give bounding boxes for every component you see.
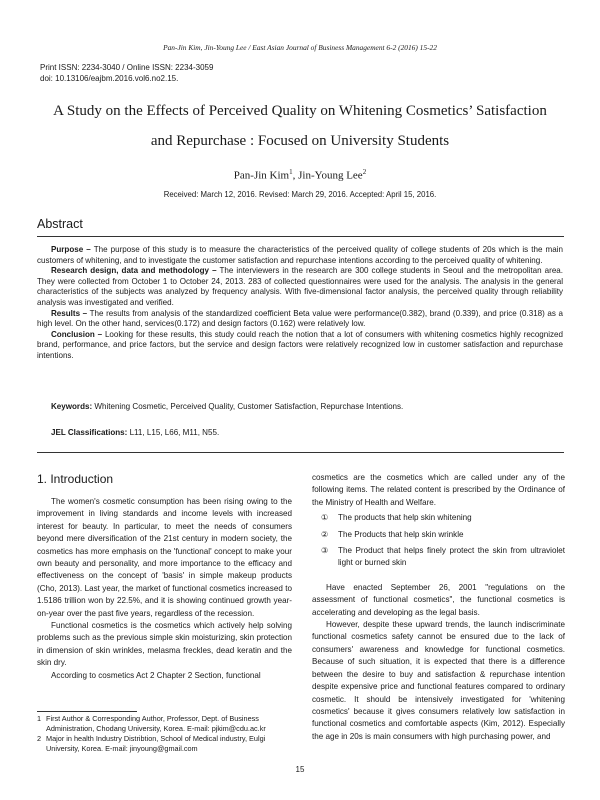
footnote: [37, 734, 292, 754]
keywords-label: Keywords:: [51, 402, 93, 411]
intro-paragraph-1: The women's cosmetic consumption has been rising owing to the improvement in living standards and income levels with increased interest for beauty. In particular, to meet the needs of consumers beyond mere diversification of the 21st century in modern society, the cosmetics has more emphasis on the 'functional' concept to make your own beauty and personality, and more importance to the efficacy and effectiveness on the concept of 'basis' in simple makeup products (Cho, 2013). Last year, the market of functional cosmetics increased to 1.5186 trillion won by 22.5%, and it is showing continued growth year-on-year over the past five years, regardless of the recession.: [37, 497, 292, 618]
issn-line: Print ISSN: 2234-3040 / Online ISSN: 2234-3059: [40, 63, 214, 72]
jel-text: L11, L15, L66, M11, N55.: [127, 428, 220, 437]
right-column: [312, 472, 565, 743]
abstract-body: [37, 245, 563, 362]
running-head: Pan-Jin Kim, Jin-Young Lee / East Asian Journal of Business Management 6-2 (2016) 15-22: [163, 43, 437, 52]
title-line-1: A Study on the Effects of Perceived Quality on Whitening Cosmetics’ Satisfaction: [53, 103, 547, 119]
title-line-2: and Repurchase : Focused on University Students: [150, 133, 450, 149]
page-number: 15: [295, 765, 305, 774]
left-column: [37, 496, 292, 682]
abstract-top-rule: [37, 236, 564, 237]
conclusion-label: Conclusion –: [51, 329, 103, 339]
research-label: Research design, data and methodology –: [51, 266, 217, 276]
list-number: ③: [321, 546, 329, 556]
author-2: Jin-Young Lee: [298, 169, 363, 182]
list-number: ①: [321, 513, 329, 523]
jel-label: JEL Classifications:: [51, 428, 128, 437]
footnotes: [37, 714, 292, 754]
footnote-text: Major in health Industry Distribtion, School of Medical industry, Eulgi University, Korea. E-mail: jinyoung@gmail.com: [46, 733, 266, 753]
list-text: The products that help skin whitening: [338, 513, 472, 523]
footnote-text: First Author & Corresponding Author, Professor, Dept. of Business Administration, Chodang University, Korea. E-mail: pjkim@cdu.ac.kr: [46, 714, 266, 733]
author-2-sup: 2: [362, 168, 367, 176]
list-item: [312, 545, 565, 570]
footnote-number: 1: [37, 714, 42, 723]
section-heading-introduction: 1. Introduction: [37, 472, 114, 486]
results-label: Results –: [51, 308, 88, 318]
jel-line: [51, 428, 563, 439]
author-sep: ,: [292, 169, 299, 182]
conclusion-text: Looking for these results, this study could reach the notion that a lot of consumers with whitening cosmetics highly recognized brand, performance, and price factors, but the service and design factors were relatively recognized low in customer satisfaction and repurchase intentions.: [37, 329, 564, 360]
author-list: [0, 168, 600, 182]
abstract-research: [37, 266, 563, 308]
abstract-purpose: [37, 245, 563, 266]
list-text: The Products that help skin wrinkle: [338, 529, 464, 539]
keywords-line: [51, 402, 563, 413]
submission-dates: Received: March 12, 2016. Revised: March 29, 2016. Accepted: April 15, 2016.: [163, 190, 437, 199]
purpose-label: Purpose –: [51, 245, 91, 254]
list-item: [312, 512, 565, 524]
abstract-conclusion: [37, 330, 563, 362]
paper-title: [40, 96, 560, 156]
abstract-bottom-rule: [37, 452, 564, 453]
intro-paragraph-r3: However, despite these upward trends, the launch indiscriminate functional cosmetics safety cannot be ensured due to the lack of consumers' awareness and knowledge for functional cosmetics. Because of such situation, it is expected that there is a difference between the desire to buy and satisfaction & repurchase intention despite expensive price and functional features compared to ordinary cosmetic. It should be intensively investigated for 'whitening cosmetics' because it gives consumers relatively low satisfaction in functional cosmetics and comfortable aspects (Kim, 2012). Especially the age in 20s is main consumers with high purchasing power, and: [312, 620, 565, 741]
keywords-text: Whitening Cosmetic, Perceived Quality, Customer Satisfaction, Repurchase Intentions.: [92, 402, 404, 411]
intro-paragraph-r1: cosmetics are the cosmetics which are called under any of the following items. The related content is prescribed by the Ordinance of the Ministry of Health and Welfare.: [312, 473, 565, 507]
list-item: [312, 529, 565, 541]
doi-line: doi: 10.13106/eajbm.2016.vol6.no2.15.: [40, 74, 179, 83]
research-text: The interviewers in the research are 300 college students in Seoul and the metropolitan area. They were collected from October 1 to October 24, 2013. 283 of collected questionnaires were used for the analysis. The analysis in the general characteristics of the subjects was analyzed by frequency analysis. With five-dimensional factor analysis, the perceived quality through reliability analysis was investigated and verified.: [37, 266, 564, 307]
intro-paragraph-3: According to cosmetics Act 2 Chapter 2 Section, functional: [51, 670, 261, 680]
intro-paragraph-2: Functional cosmetics is the cosmetics which actively help solving problems such as the previous simple skin moisturizing, skin protection in dimension of skin wrinkles, melasma freckles, dead keratin and the skin dry.: [37, 621, 292, 668]
list-text: The Product that helps finely protect the skin from ultraviolet light or burned skin: [338, 546, 565, 568]
footnote-rule: [37, 711, 137, 712]
author-1-sup: 1: [289, 168, 293, 176]
abstract-results: [37, 309, 563, 330]
intro-paragraph-r2: Have enacted September 26, 2001 "regulations on the assessment of functional cosmetics", the functional cosmetics is accelerating and developing as the legal basis.: [312, 582, 565, 617]
list-number: ②: [321, 529, 329, 539]
results-text: The results from analysis of the standardized coefficient Beta value were performance(0.382), brand (0.339), and price (0.318) as a high level. On the other hand, services(0.172) and design factors (0.162) were relatively low.: [37, 308, 564, 329]
abstract-heading: Abstract: [37, 217, 83, 231]
author-1: Pan-Jin Kim: [233, 169, 290, 182]
footnote: [37, 714, 292, 734]
publication-meta: [40, 62, 213, 84]
purpose-text: The purpose of this study is to measure the characteristics of the perceived quality of college students of 20s which is the main customers of whitening, and to investigate the customer satisfaction and repurchase intentions according to the perceived quality of whitening.: [37, 245, 563, 265]
footnote-number: 2: [37, 733, 42, 743]
